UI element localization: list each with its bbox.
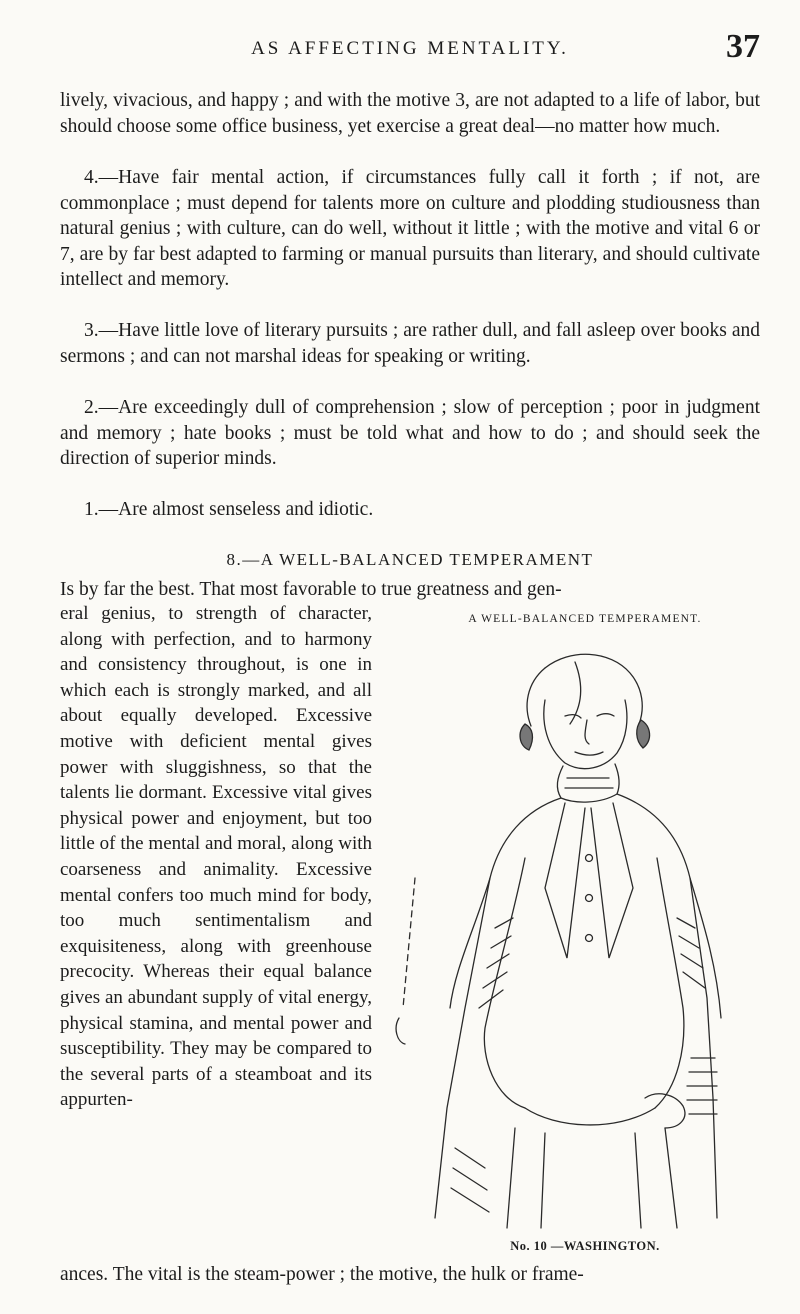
running-title: AS AFFECTING MENTALITY.: [251, 38, 569, 59]
paragraph-continuation: lively, vivacious, and happy ; and with the motive 3, are not adapted to a life of labor, but should choose some office business, yet exercise a great deal—no matter how much.: [60, 90, 760, 137]
section-tail-line: ances. The vital is the steam-power ; the motive, the hulk or frame-: [60, 1264, 584, 1285]
page-number: 37: [726, 28, 760, 65]
paragraph-level-3: 3.—Have little love of literary pursuits ; are rather dull, and fall asleep over books and sermons ; and can not marshal ideas for speaking or writing.: [60, 320, 760, 367]
paragraph-level-4: 4.—Have fair mental action, if circumstances fully call it forth ; if not, are commonplace ; must depend for talents more on culture and plodding studiousness than natural genius ; with culture, can do well, without it little ; with the motive and vital 6 or 7, are by far best adapted to farming or manual pursuits than literary, and should cultivate intellect and memory.: [60, 167, 760, 290]
section-intro-line: Is by far the best. That most favorable to true greatness and gen-: [60, 579, 562, 600]
page-header: [60, 22, 760, 72]
section-heading: 8.—A WELL-BALANCED TEMPERAMENT: [226, 550, 594, 569]
washington-portrait-engraving: [395, 628, 735, 1238]
paragraph-level-2: 2.—Are exceedingly dull of comprehension ; slow of perception ; poor in judgment and memory ; hate books ; must be told what and how to do ; and should seek the direction of superior minds.: [60, 397, 760, 469]
section-column-text: eral genius, to strength of character, along with perfection, and to harmony and consistency throughout, is one in which each is strongly marked, and all about equally developed. Excessive motive with deficient mental gives power with sluggishness, so that the talents lie dormant. Excessive vital gives physical power and enjoyment, but too little of the mental and moral, along with coarseness and animality. Excessive mental confers too much mind for body, too much sentimentalism and exquisiteness, along with greenhouse precocity. Whereas their equal balance gives an abundant supply of vital energy, physical stamina, and mental power and susceptibility. They may be compared to the several parts of a steamboat and its appurten-: [60, 603, 372, 1111]
figure-caption-title: A WELL-BALANCED TEMPERAMENT.: [468, 613, 702, 625]
figure-caption-label: No. 10 —WASHINGTON.: [510, 1239, 660, 1253]
paragraph-level-1: 1.—Are almost senseless and idiotic.: [84, 499, 374, 520]
